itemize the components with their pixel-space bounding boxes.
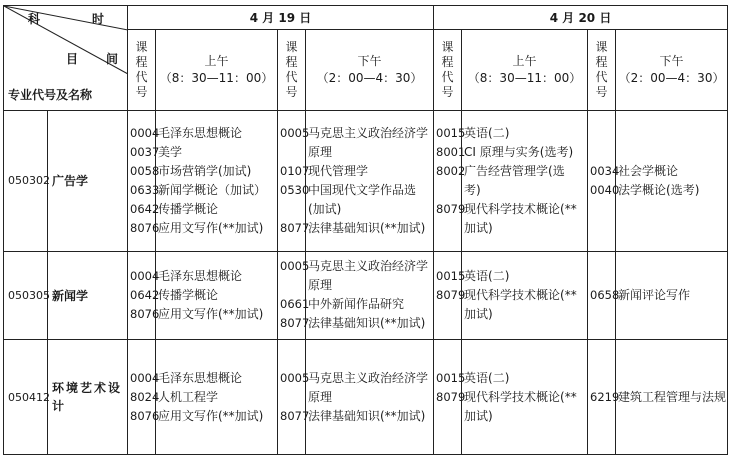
course-names: 英语(二) 现代科学技术概论(** 加试) bbox=[462, 340, 588, 455]
course-codes: 0004 0642 8076 bbox=[128, 251, 156, 340]
course-codes: 0005 0107 0530 8077 bbox=[278, 110, 306, 251]
major-name: 环境艺术设计 bbox=[48, 340, 128, 455]
corner-ke: 科 bbox=[28, 12, 41, 26]
course-codes: 0015 8079 bbox=[434, 340, 462, 455]
major-code: 050412 bbox=[4, 340, 48, 455]
course-codes: 0015 8001 8002 8079 bbox=[434, 110, 462, 251]
course-codes: 0004 8024 8076 bbox=[128, 340, 156, 455]
course-names: 毛泽东思想概论 人机工程学 应用文写作(**加试) bbox=[156, 340, 278, 455]
course-names: 英语(二) CI 原理与实务(选考) 广告经营管理学(选 考) 现代科学技术概论(** 加试) bbox=[462, 110, 588, 251]
course-code-header: 课 程 代 号 bbox=[588, 30, 616, 111]
course-codes: 6219 bbox=[588, 340, 616, 455]
table-row bbox=[4, 251, 728, 340]
major-name: 新闻学 bbox=[48, 251, 128, 340]
corner-shi: 时 bbox=[92, 12, 105, 26]
course-code-header: 课 程 代 号 bbox=[434, 30, 462, 111]
major-code: 050302 bbox=[4, 110, 48, 251]
course-names: 英语(二) 现代科学技术概论(** 加试) bbox=[462, 251, 588, 340]
corner-jian: 间 bbox=[106, 52, 119, 66]
course-names: 新闻评论写作 bbox=[616, 251, 728, 340]
major-code: 050305 bbox=[4, 251, 48, 340]
course-names: 马克思主义政治经济学 原理 中外新闻作品研究 法律基础知识(**加试) bbox=[306, 251, 434, 340]
corner-mu: 目 bbox=[66, 52, 79, 66]
course-code-header: 课 程 代 号 bbox=[278, 30, 306, 111]
course-codes: 0005 0661 8077 bbox=[278, 251, 306, 340]
course-names: 毛泽东思想概论 美学 市场营销学(加试) 新闻学概论（加试） 传播学概论 应用文写作(**加试) bbox=[156, 110, 278, 251]
session-header: 下午 （2：00—4：30） bbox=[306, 30, 434, 111]
table-row bbox=[4, 110, 728, 251]
date-header-row bbox=[4, 6, 728, 30]
course-codes: 0015 8079 bbox=[434, 251, 462, 340]
course-names: 社会学概论 法学概论(选考) bbox=[616, 110, 728, 251]
course-code-header: 课 程 代 号 bbox=[128, 30, 156, 111]
course-codes: 0004 0037 0058 0633 0642 8076 bbox=[128, 110, 156, 251]
day-header-apr20: 4 月 20 日 bbox=[434, 6, 728, 30]
table-row bbox=[4, 340, 728, 455]
course-names: 建筑工程管理与法规 bbox=[616, 340, 728, 455]
course-names: 马克思主义政治经济学 原理 现代管理学 中国现代文学作品选 (加试) 法律基础知识(**加试) bbox=[306, 110, 434, 251]
major-name: 广告学 bbox=[48, 110, 128, 251]
exam-schedule-table bbox=[3, 5, 728, 455]
course-codes: 0034 0040 bbox=[588, 110, 616, 251]
corner-header bbox=[4, 6, 128, 111]
session-header: 下午 （2：00—4：30） bbox=[616, 30, 728, 111]
session-header: 上午 （8：30—11：00） bbox=[156, 30, 278, 111]
corner-major-label: 专业代号及名称 bbox=[8, 88, 93, 102]
course-names: 毛泽东思想概论 传播学概论 应用文写作(**加试) bbox=[156, 251, 278, 340]
day-header-apr19: 4 月 19 日 bbox=[128, 6, 434, 30]
course-codes: 0005 8077 bbox=[278, 340, 306, 455]
course-names: 马克思主义政治经济学 原理 法律基础知识(**加试) bbox=[306, 340, 434, 455]
session-header: 上午 （8：30—11：00） bbox=[462, 30, 588, 111]
course-codes: 0658 bbox=[588, 251, 616, 340]
